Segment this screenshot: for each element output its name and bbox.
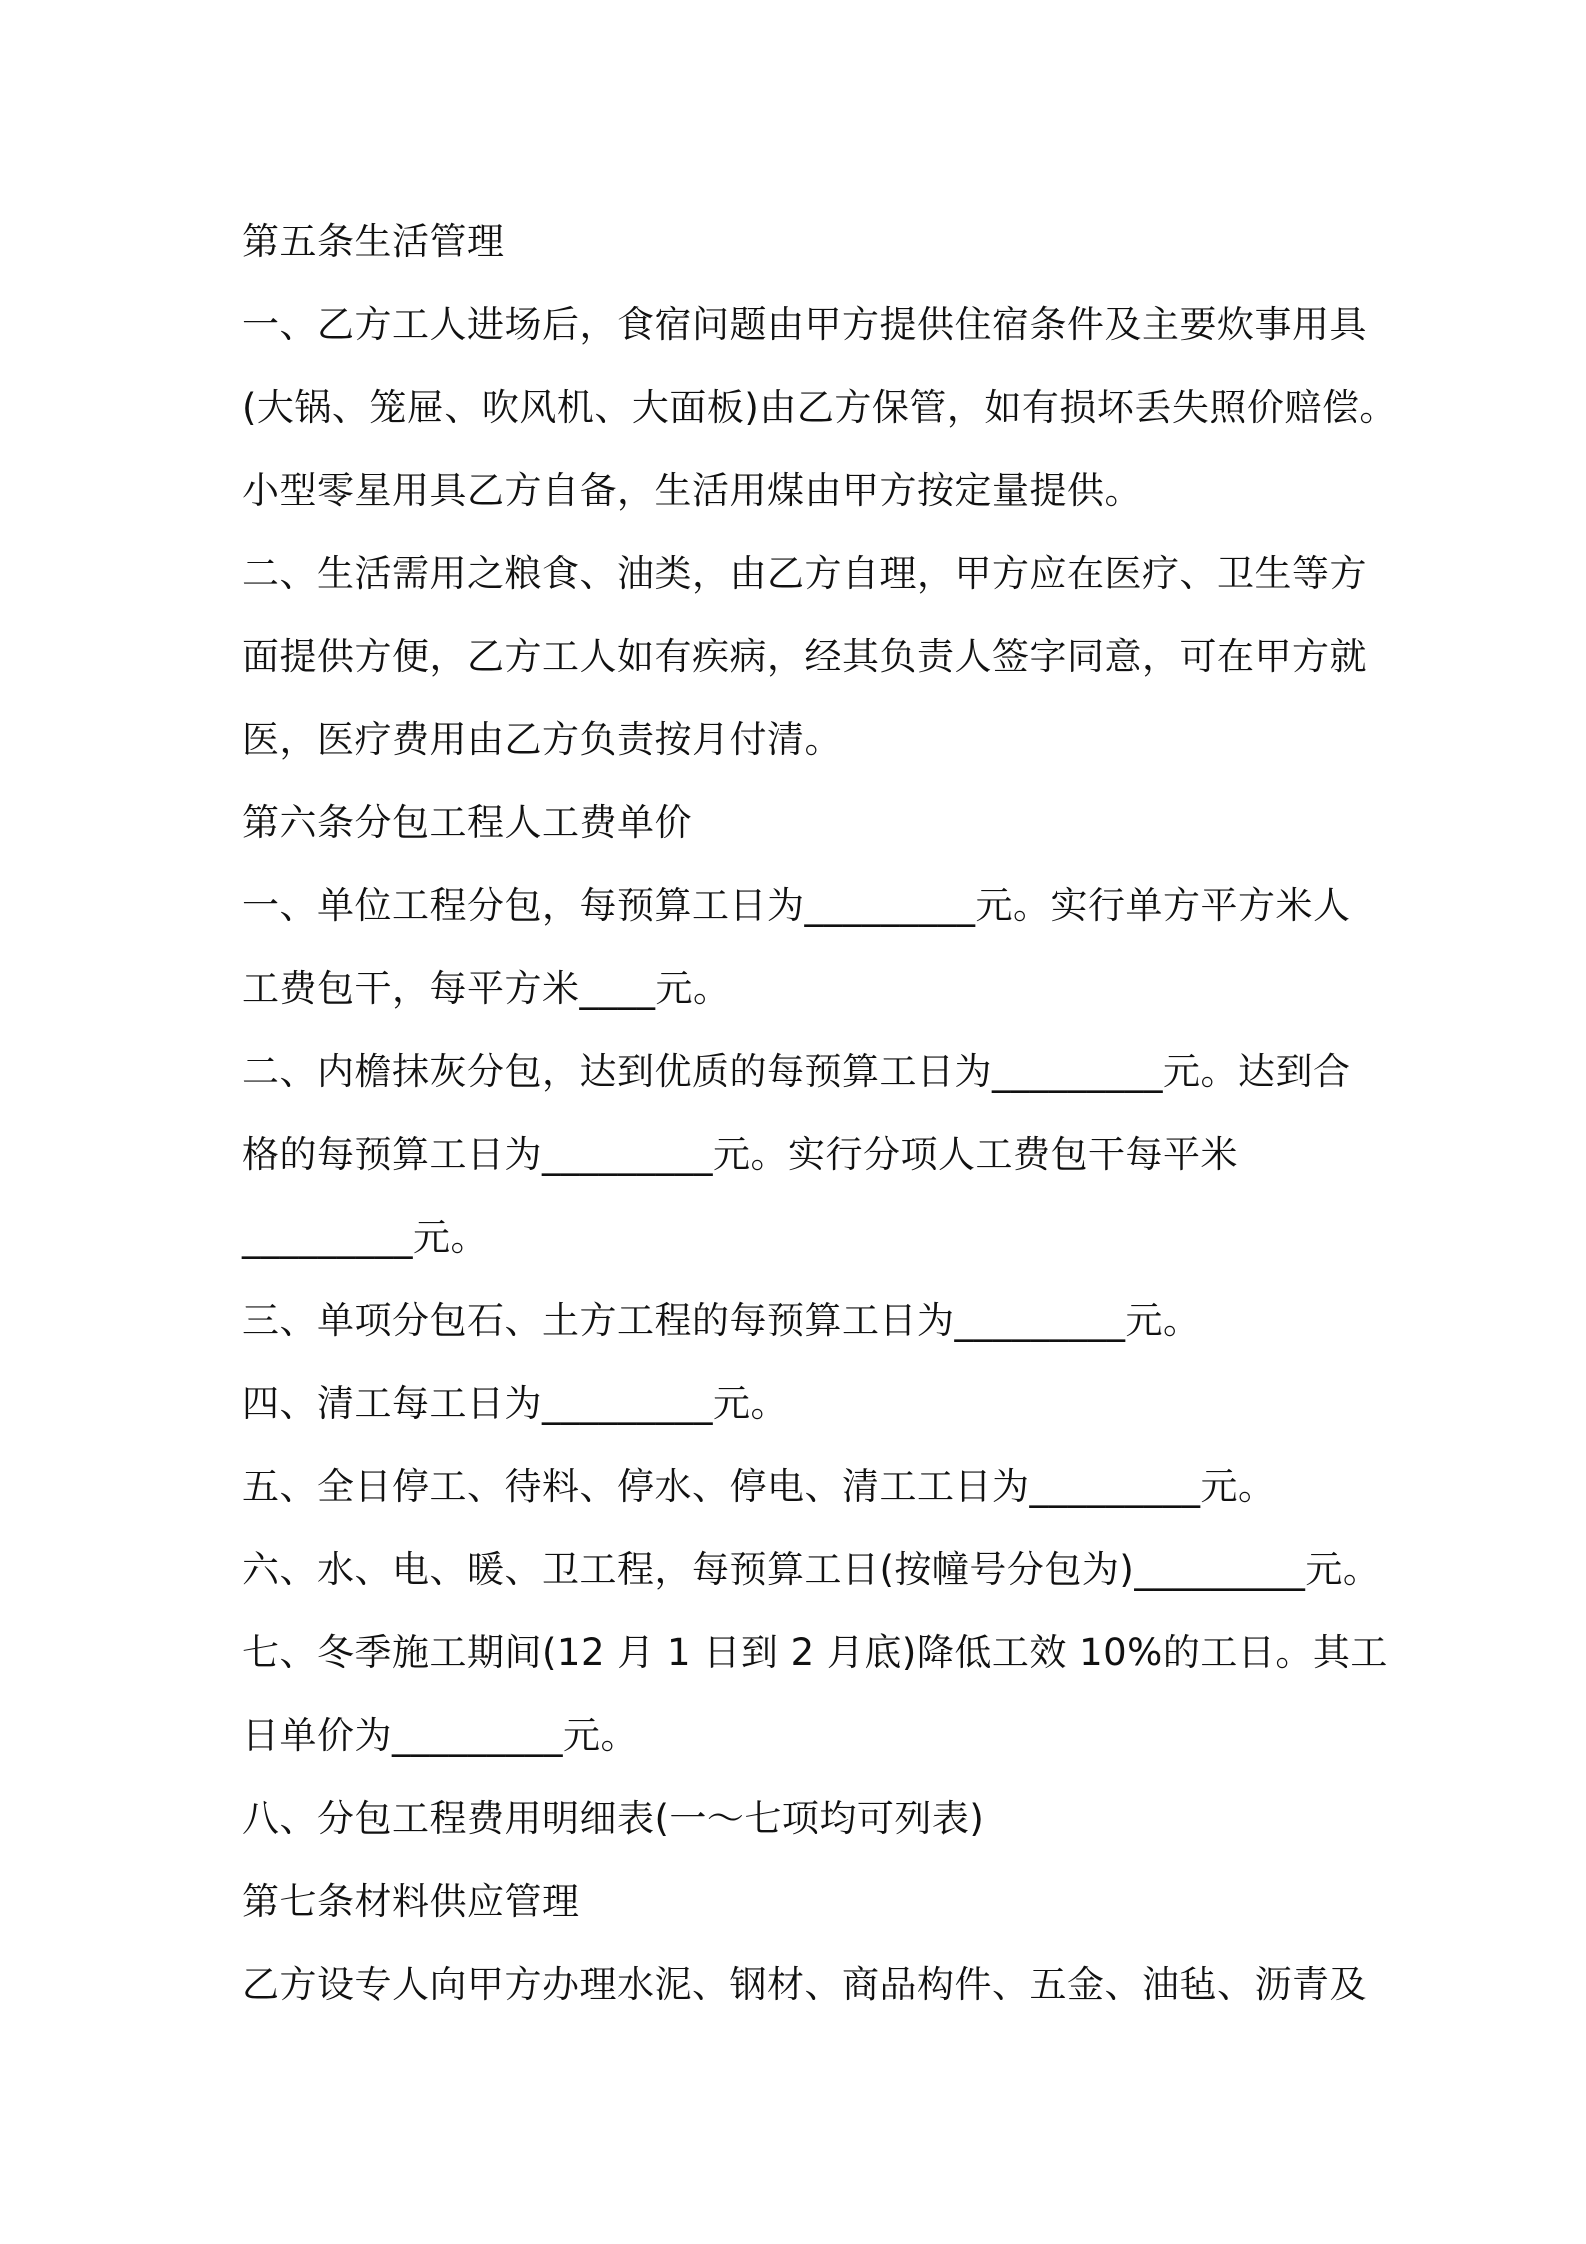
paragraph-line: _________元。 [242,1216,488,1259]
paragraph-line: 日单价为_________元。 [242,1714,638,1757]
paragraph-line: 六、水、电、暖、卫工程，每预算工日(按幢号分包为)_________元。 [242,1548,1381,1591]
section-heading-article-7: 第七条材料供应管理 [242,1880,580,1923]
paragraph-line: 面提供方便，乙方工人如有疾病，经其负责人签字同意，可在甲方就 [242,635,1367,678]
paragraph-line: 格的每预算工日为_________元。实行分项人工费包干每平米 [242,1133,1238,1176]
paragraph-line: 四、清工每工日为_________元。 [242,1382,788,1425]
paragraph-line: (大锅、笼屉、吹风机、大面板)由乙方保管，如有损坏丢失照价赔偿。 [242,386,1397,429]
document-body [242,200,1397,2026]
paragraph-line: 三、单项分包石、土方工程的每预算工日为_________元。 [242,1299,1201,1342]
paragraph-line: 小型零星用具乙方自备，生活用煤由甲方按定量提供。 [242,469,1142,512]
paragraph-line: 工费包干，每平方米____元。 [242,967,731,1010]
paragraph-line: 一、单位工程分包，每预算工日为_________元。实行单方平方米人 [242,884,1351,927]
section-heading-article-6: 第六条分包工程人工费单价 [242,801,692,844]
paragraph-line: 七、冬季施工期间(12 月 1 日到 2 月底)降低工效 10%的工日。其工 [242,1631,1388,1674]
section-heading-article-5: 第五条生活管理 [242,220,505,263]
paragraph-line: 二、内檐抹灰分包，达到优质的每预算工日为_________元。达到合 [242,1050,1351,1093]
paragraph-line: 一、乙方工人进场后，食宿问题由甲方提供住宿条件及主要炊事用具 [242,303,1367,346]
paragraph-line: 八、分包工程费用明细表(一～七项均可列表) [242,1797,985,1840]
paragraph-line: 二、生活需用之粮食、油类，由乙方自理，甲方应在医疗、卫生等方 [242,552,1367,595]
paragraph-line: 乙方设专人向甲方办理水泥、钢材、商品构件、五金、油毡、沥青及 [242,1963,1367,2006]
paragraph-line: 医，医疗费用由乙方负责按月付清。 [242,718,842,761]
paragraph-line: 五、全日停工、待料、停水、停电、清工工日为_________元。 [242,1465,1276,1508]
